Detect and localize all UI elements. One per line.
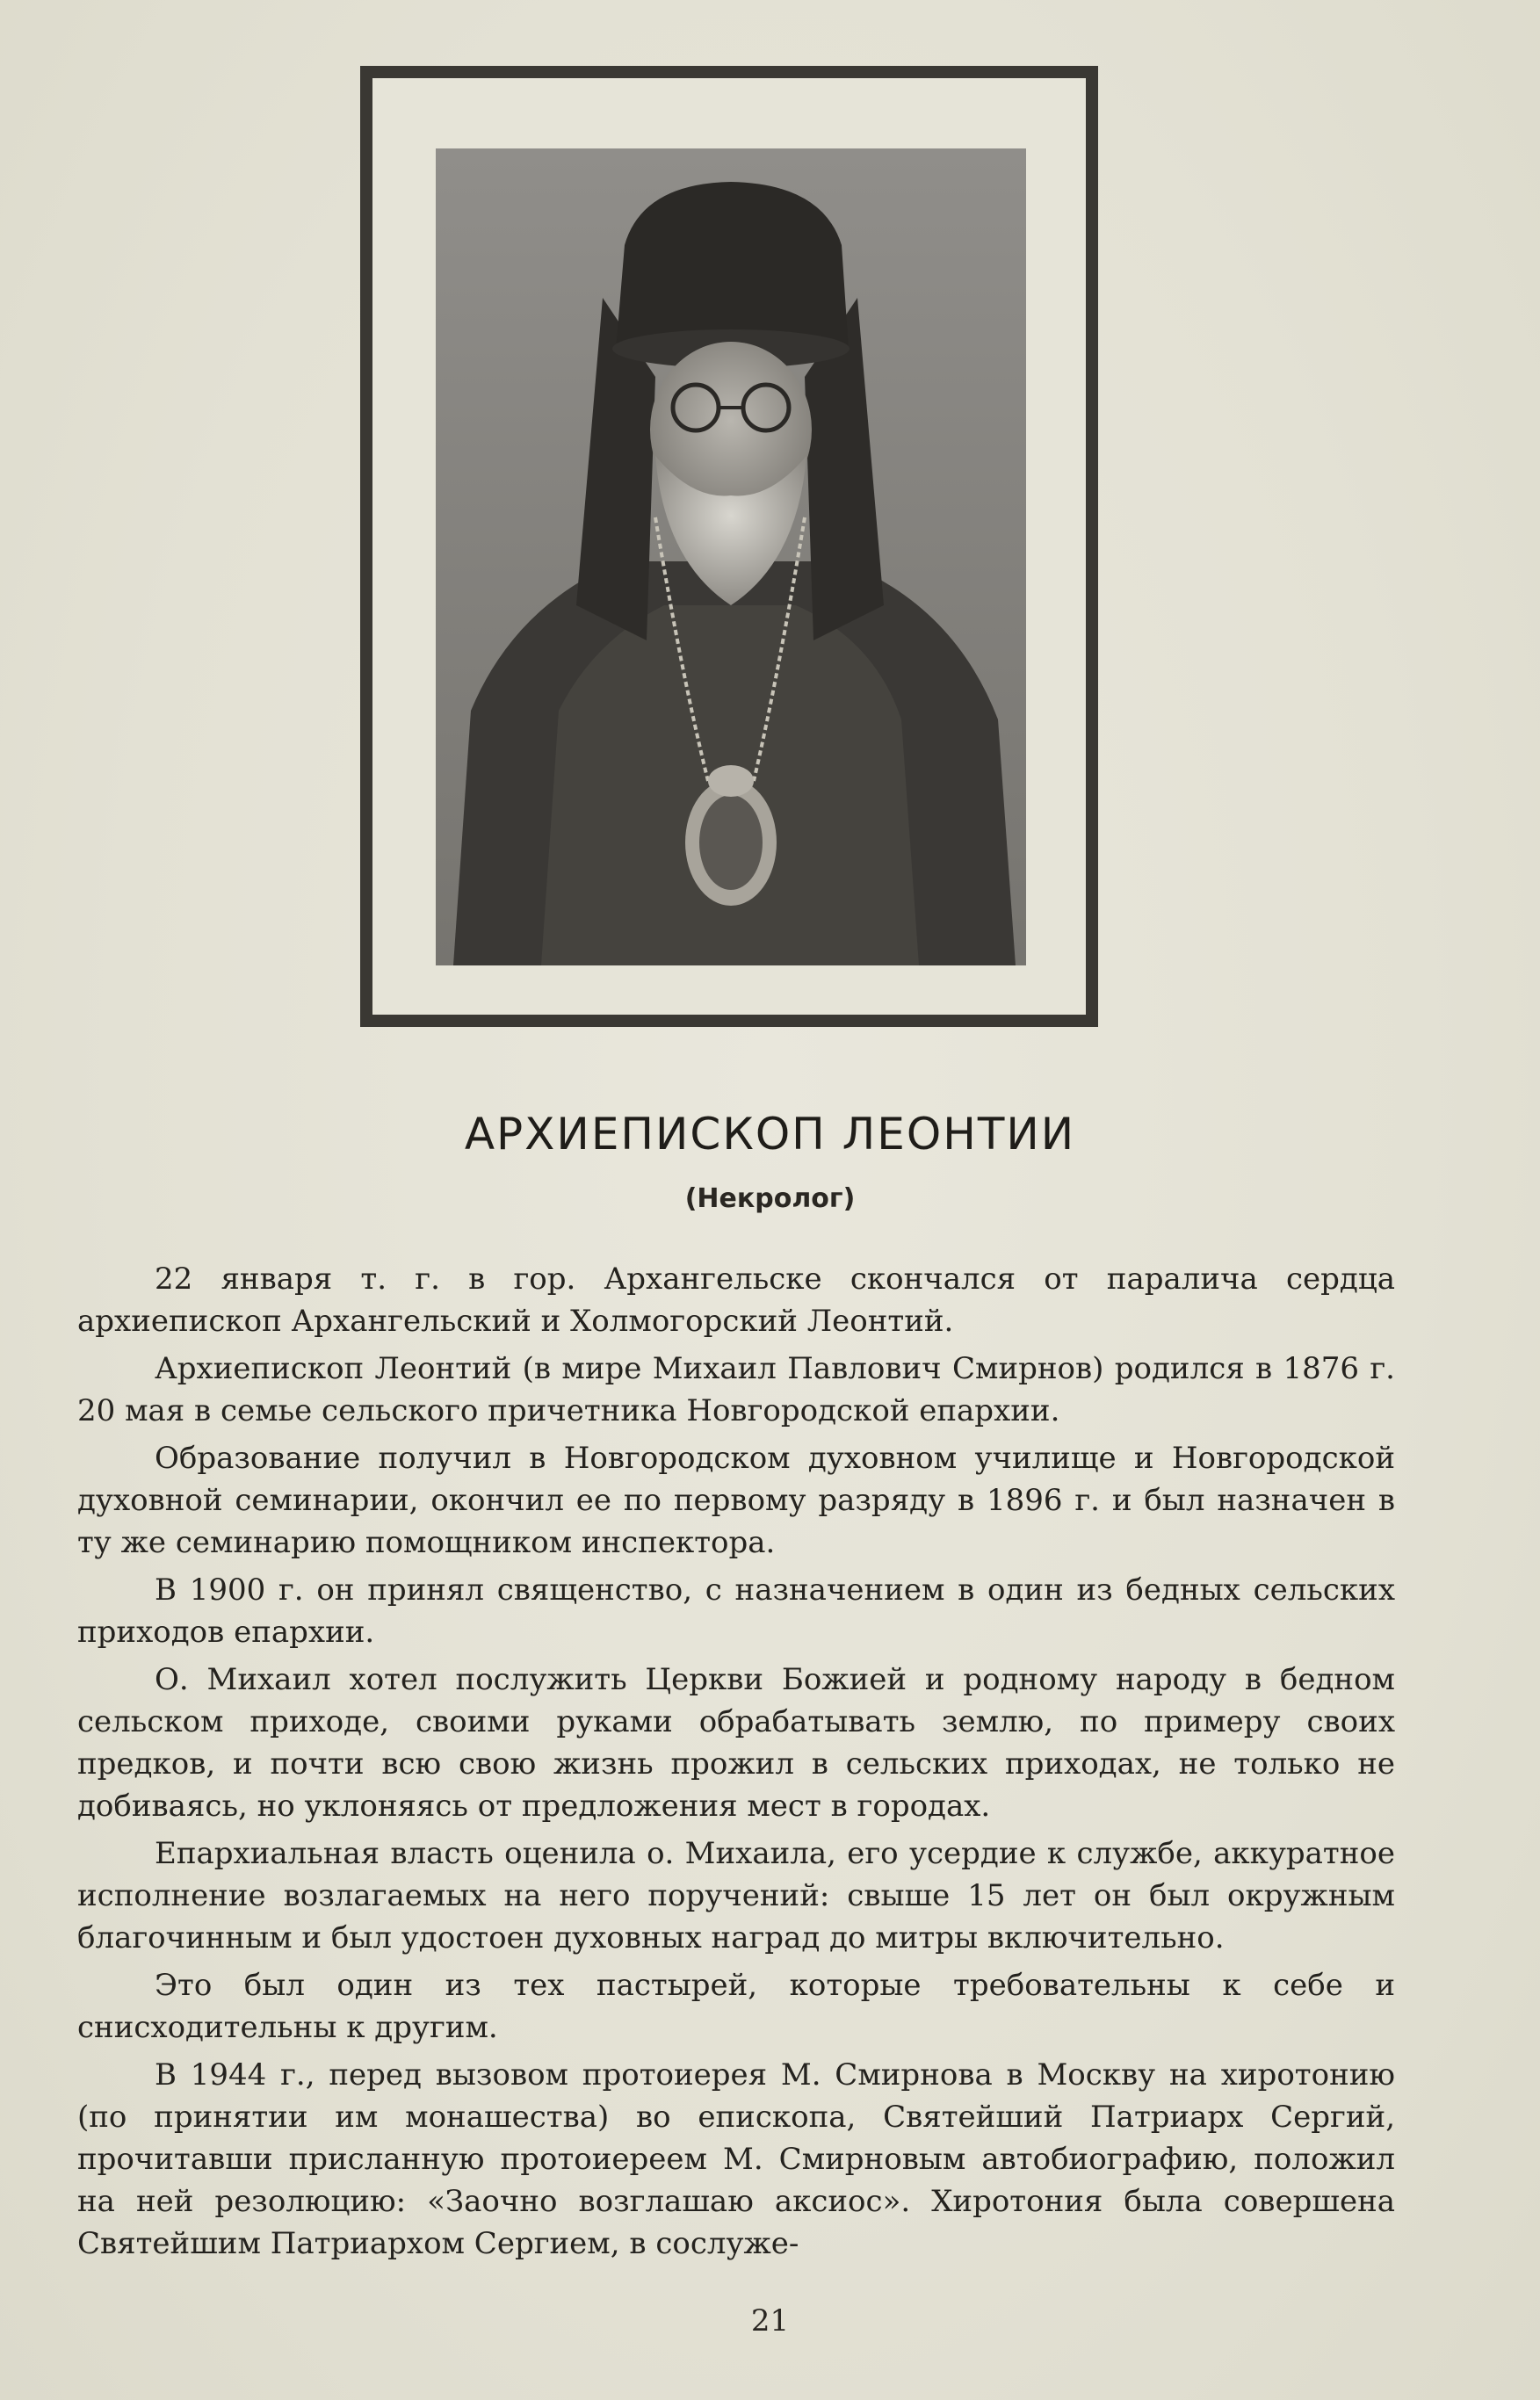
portrait-photo bbox=[436, 148, 1026, 965]
paragraph: В 1944 г., перед вызовом протоиерея М. Смирнова в Москву на хиротонию (по принятии им монашества) во епископа, Святейший Патриарх Сергий, прочитавши присланную протоиереем М. Смирновым автобиографию, положил на ней резолюцию: «Заочно возглашаю аксиос». Хиротония была совершена Святейшим Патриархом Сергием, в сослуже- bbox=[77, 2057, 1395, 2261]
article-body bbox=[77, 1258, 1395, 2270]
paragraph: 22 января т. г. в гор. Архангельске скончался от паралича сердца архиепископ Архангельский и Холмогорский Леонтий. bbox=[77, 1261, 1395, 1339]
paragraph: Образование получил в Новгородском духовном училище и Новгородской духовной семинарии, окончил ее по первому разряду в 1896 г. и был назначен в ту же семинарию помощником инспектора. bbox=[77, 1441, 1395, 1560]
portrait-frame bbox=[360, 66, 1098, 1027]
paragraph: Епархиальная власть оценила о. Михаила, его усердие к службе, аккуратное исполнение возлагаемых на него поручений: свыше 15 лет он был окружным благочинным и был удостоен духовных наград до митры включительно. bbox=[77, 1836, 1395, 1955]
page-number: 21 bbox=[750, 2303, 790, 2339]
paragraph: Архиепископ Леонтий (в мире Михаил Павлович Смирнов) родился в 1876 г. 20 мая в семье сельского причетника Новгородской епархии. bbox=[77, 1351, 1395, 1428]
paragraph: В 1900 г. он принял священство, с назначением в один из бедных сельских приходов епархии. bbox=[77, 1572, 1395, 1650]
article-title: АРХИЕПИСКОП ЛЕОНТИИ bbox=[464, 1109, 1076, 1160]
paragraph: О. Михаил хотел послужить Церкви Божией и родному народу в бедном сельском приходе, своими руками обрабатывать землю, по примеру своих предков, и почти всю свою жизнь прожил в сельских приходах, не только не добиваясь, но уклоняясь от предложения мест в городах. bbox=[77, 1662, 1395, 1824]
portrait-illustration bbox=[436, 148, 1026, 965]
article-subtitle: (Некролог) bbox=[684, 1183, 856, 1214]
paragraph: Это был один из тех пастырей, которые требовательны к себе и снисходительны к другим. bbox=[77, 1968, 1395, 2045]
